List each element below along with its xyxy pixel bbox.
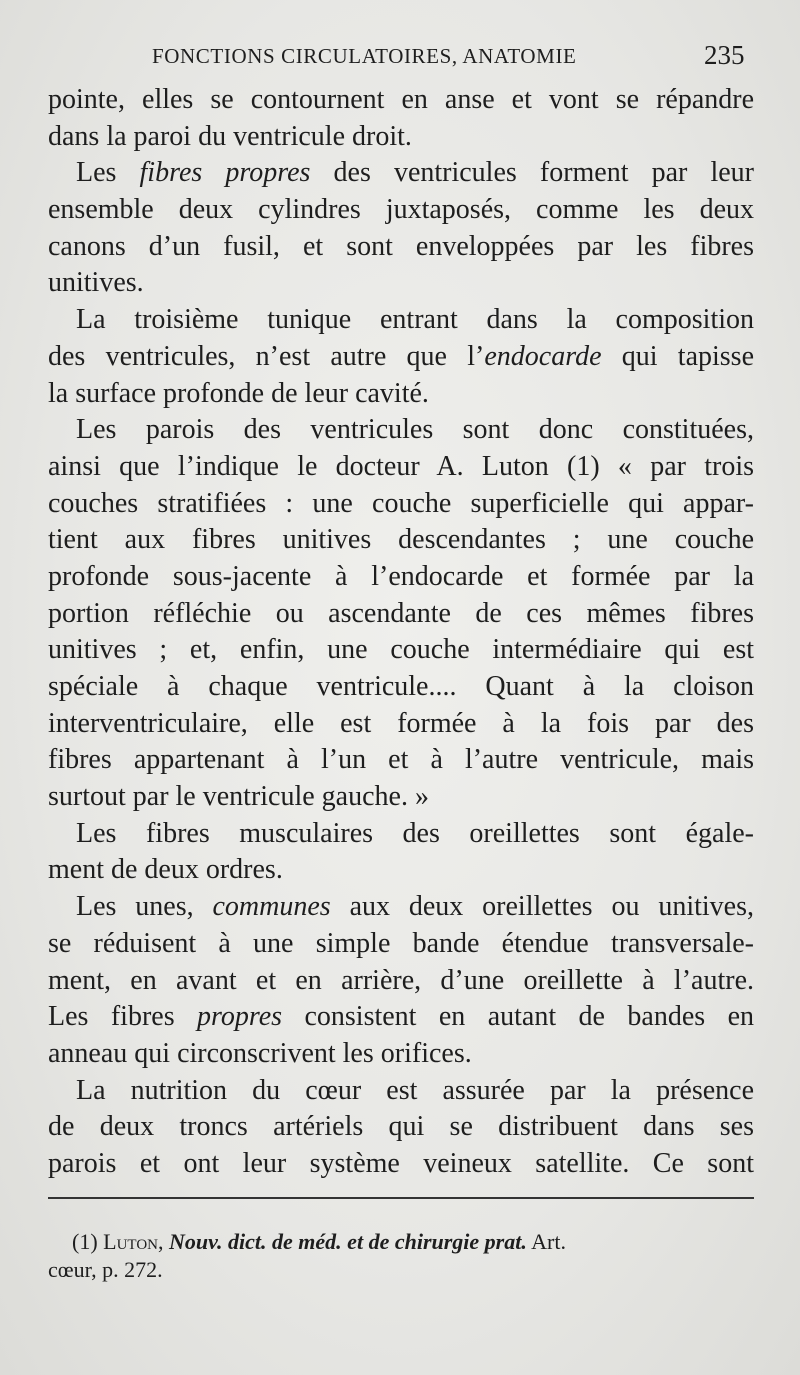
text-run: fibres appartenant à l’un et à l’autre ventricule, mais [48,744,754,776]
emphasis-text: Nouv. dict. de méd. et de chirurgie prat. [168,1229,527,1254]
body-line [48,1109,754,1146]
body-line [48,669,754,706]
text-run: spéciale à chaque ventricule.... Quant à la cloison [48,671,754,702]
text-run: pointe, elles se contournent en anse et vont se répandre [48,84,754,115]
text-run: ment de deux ordres. [48,854,283,886]
body-line [48,706,754,743]
body-line [48,559,754,596]
body-line [48,192,754,229]
body-line [48,155,754,192]
body-line [48,119,754,156]
body-line [48,339,754,376]
text-run: dans la paroi du ventricule droit. [48,120,412,152]
text-run: Les parois des ventricules sont donc constituées, [76,414,754,446]
body-line [48,852,754,889]
text-run: qui tapisse [601,340,754,372]
text-run: Les [76,157,140,189]
emphasis-text: communes [212,891,331,923]
body-line [48,889,754,926]
text-run: unitives. [48,267,144,299]
text-run: de deux troncs artériels qui se distribuent dans ses [48,1111,754,1143]
emphasis-text: propres [197,1001,283,1033]
body-line [48,1146,754,1183]
body-line [48,742,754,779]
text-run: aux deux oreillettes ou unitives, [330,891,754,923]
body-line [48,816,754,853]
body-line [48,412,754,449]
text-run: Les fibres musculaires des oreillettes sont égale- [76,817,754,849]
body-text [48,82,754,1183]
text-run: consistent en autant de bandes en [282,1001,754,1033]
running-title: FONCTIONS CIRCULATOIRES, ANATOMIE [152,44,577,68]
emphasis-text: Luton [103,1229,158,1254]
body-line [48,596,754,633]
running-header [0,40,800,80]
text-run: , [157,1229,169,1254]
body-line [48,82,754,119]
text-run: La troisième tunique entrant dans la composition [76,304,754,336]
footnote-divider [48,1197,754,1199]
body-line [48,376,754,413]
emphasis-text: endocarde [484,340,602,372]
text-run: Les fibres [48,1001,198,1033]
text-run: des ventricules forment par leur [310,157,754,189]
text-run: tient aux fibres unitives descendantes ; une couche [48,524,754,556]
footnote-line [48,1228,754,1256]
footnote-line [48,1256,754,1284]
text-run: Les unes, [76,891,213,923]
body-line [48,779,754,816]
footnote [48,1228,754,1284]
body-line [48,999,754,1036]
body-line [48,302,754,339]
text-run: anneau qui circonscrivent les orifices. [48,1037,472,1069]
text-run: La nutrition du cœur est assurée par la présence [76,1074,754,1106]
body-line [48,229,754,266]
text-run: ensemble deux cylindres juxtaposés, comme les deux [48,194,754,226]
text-run: ment, en avant et en arrière, d’une oreillette à l’autre. [48,964,754,996]
body-line [48,265,754,302]
text-run: interventriculaire, elle est formée à la fois par des [48,707,754,739]
text-run: surtout par le ventricule gauche. » [48,781,429,813]
text-run: des ventricules, n’est autre que l’ [48,340,485,372]
text-run: ainsi que l’indique le docteur A. Luton (1) « par trois [48,450,754,482]
text-run: portion réfléchie ou ascendante de ces mêmes fibres [48,597,754,629]
text-run: parois et ont leur système veineux satellite. Ce sont [48,1147,754,1179]
text-run: profonde sous-jacente à l’endocarde et formée par la [48,560,754,592]
body-line [48,1073,754,1110]
text-run: cœur, p. 272. [48,1257,163,1282]
text-run: la surface profonde de leur cavité. [48,377,429,409]
body-line [48,632,754,669]
page-number: 235 [704,40,745,70]
body-line [48,486,754,523]
body-line [48,522,754,559]
body-line [48,926,754,963]
body-line [48,1036,754,1073]
body-line [48,449,754,486]
text-run: se réduisent à une simple bande étendue transversale- [48,927,754,959]
text-run: canons d’un fusil, et sont enveloppées par les fibres [48,230,754,262]
body-line [48,963,754,1000]
text-run: couches stratifiées : une couche superficielle qui appar- [48,487,754,519]
text-run: (1) [72,1229,104,1254]
text-run: unitives ; et, enfin, une couche intermédiaire qui est [48,634,754,666]
emphasis-text: fibres propres [139,157,311,189]
text-run: Art. [526,1229,566,1254]
